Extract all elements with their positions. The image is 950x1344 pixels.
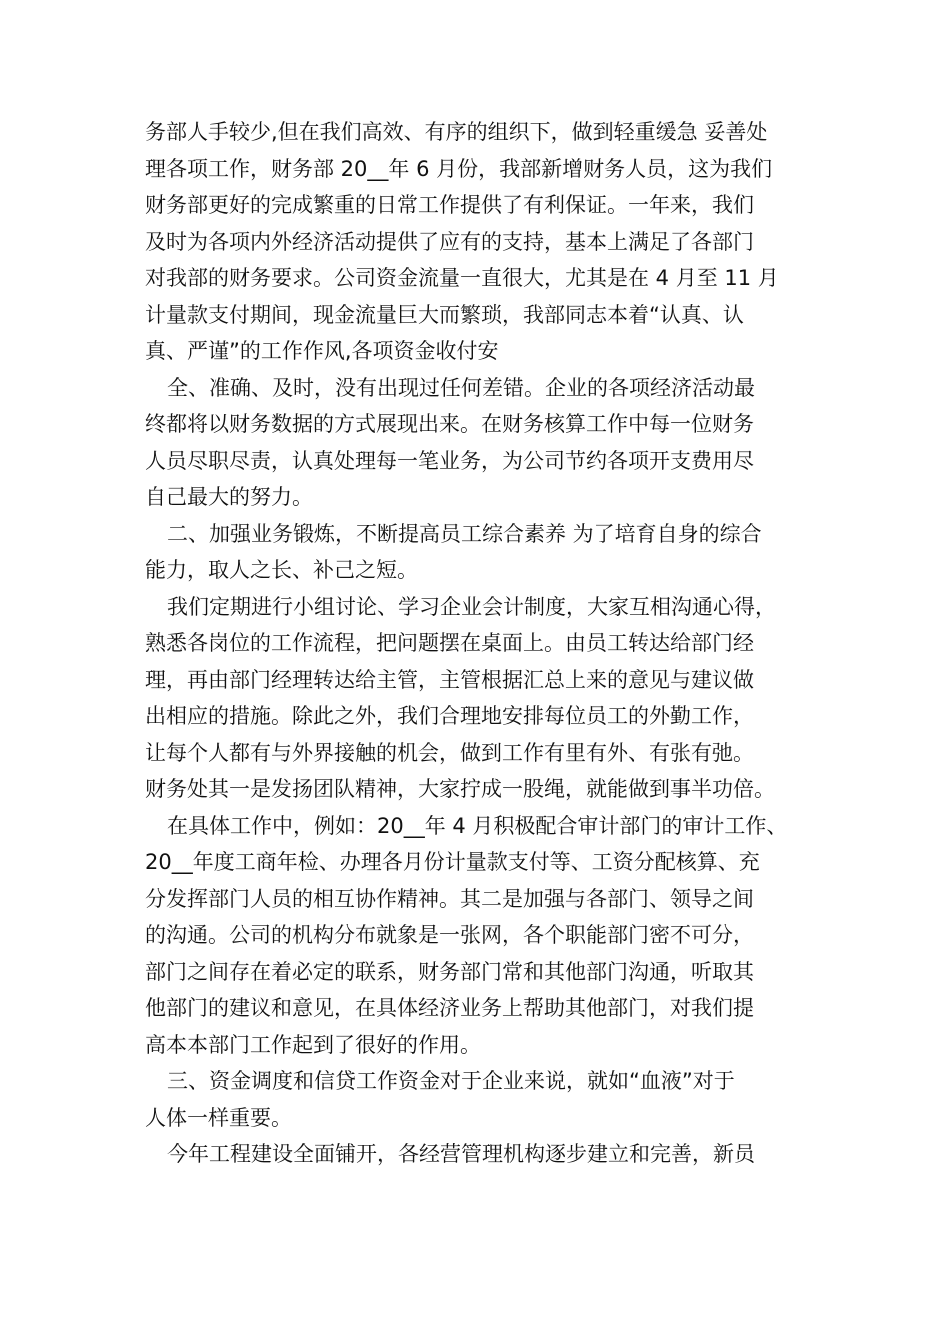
document-body <box>145 114 813 1173</box>
text-line: 财务处其一是发扬团队精神，大家拧成一股绳，就能做到事半功倍。 <box>145 777 775 801</box>
text-line: 熟悉各岗位的工作流程，把问题摆在桌面上。由员工转达给部门经 <box>145 631 754 655</box>
text-line: 分发挥部门人员的相互协作精神。其二是加强与各部门、领导之间 <box>145 886 754 911</box>
text-line: 理，再由部门经理转达给主管，主管根据汇总上来的意见与建议做 <box>145 667 754 692</box>
text-line: 的沟通。公司的机构分布就象是一张网，各个职能部门密不可分， <box>145 923 754 947</box>
section-heading-3: 三、资金调度和信贷工作资金对于企业来说，就如“血液”对于 <box>167 1069 735 1093</box>
text-line: 对我部的财务要求。公司资金流量一直很大，尤其是在 4 月至 11 月 <box>145 266 779 290</box>
text-line: 务部人手较少,但在我们高效、有序的组织下，做到轻重缓急 妥善处 <box>145 120 768 144</box>
text-line: 让每个人都有与外界接触的机会，做到工作有里有外、有张有弛。 <box>145 740 754 765</box>
text-line: 终都将以财务数据的方式展现出来。在财务核算工作中每一位财务 <box>145 412 754 436</box>
text-line: 能力，取人之长、补己之短。 <box>145 558 418 582</box>
text-line: 理各项工作，财务部 20__年 6 月份，我部新增财务人员，这为我们 <box>145 156 773 181</box>
paragraph-first-line: 我们定期进行小组讨论、学习企业会计制度，大家互相沟通心得， <box>167 594 776 619</box>
text-line: 人员尽职尽责，认真处理每一笔业务，为公司节约各项开支费用尽 <box>145 448 754 473</box>
text-line: 真、严谨”的工作作风,各项资金收付安 <box>145 339 499 363</box>
text-line: 高本本部门工作起到了很好的作用。 <box>145 1032 481 1057</box>
text-line: 人体一样重要。 <box>145 1105 292 1130</box>
paragraph-first-line: 在具体工作中，例如：20__年 4 月积极配合审计部门的审计工作、 <box>167 813 788 838</box>
text-line: 计量款支付期间，现金流量巨大而繁琐，我部同志本着“认真、认 <box>145 302 744 327</box>
text-line: 及时为各项内外经济活动提供了应有的支持，基本上满足了各部门 <box>145 229 754 254</box>
text-line: 财务部更好的完成繁重的日常工作提供了有利保证。一年来，我们 <box>145 193 754 217</box>
text-line: 部门之间存在着必定的联系，财务部门常和其他部门沟通，听取其 <box>145 959 754 984</box>
text-line: 他部门的建议和意见，在具体经济业务上帮助其他部门，对我们提 <box>145 996 754 1020</box>
paragraph-first-line: 今年工程建设全面铺开，各经营管理机构逐步建立和完善，新员 <box>167 1142 755 1166</box>
paragraph-first-line: 全、准确、及时，没有出现过任何差错。企业的各项经济活动最 <box>167 375 755 400</box>
text-line: 自己最大的努力。 <box>145 485 313 509</box>
text-line: 20__年度工商年检、办理各月份计量款支付等、工资分配核算、充 <box>145 850 760 874</box>
section-heading-2: 二、加强业务锻炼，不断提高员工综合素养 为了培育自身的综合 <box>167 521 762 546</box>
text-line: 出相应的措施。除此之外，我们合理地安排每位员工的外勤工作， <box>145 704 754 728</box>
